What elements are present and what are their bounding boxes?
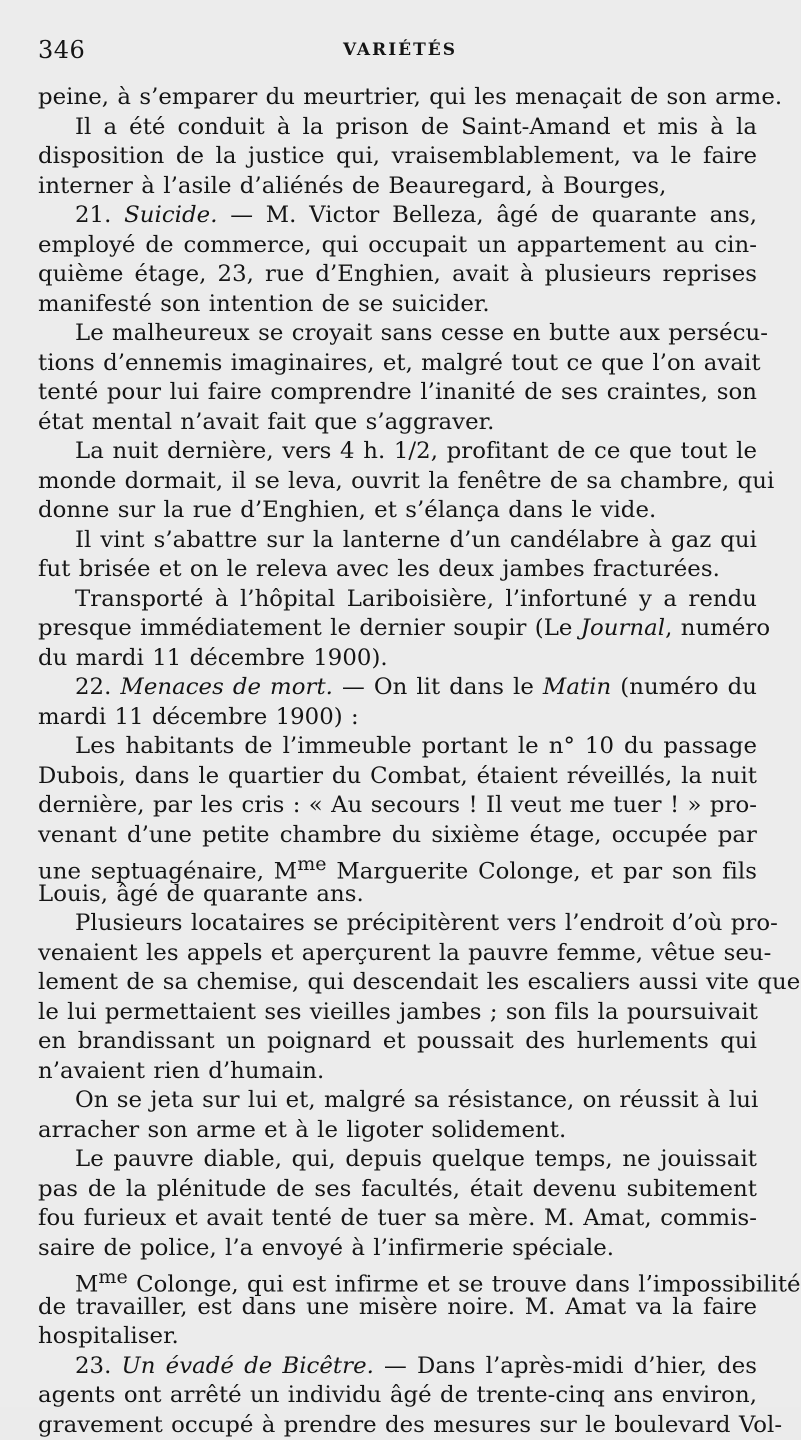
text-line: en brandissant un poignard et poussait des hurlements qui [38, 1027, 757, 1057]
text-line: Il vint s’abattre sur la lanterne d’un candélabre à gaz qui [38, 526, 757, 556]
text-line: arracher son arme et à le ligoter solidement. [38, 1116, 757, 1146]
text-line: tenté pour lui faire comprendre l’inanité de ses craintes, son [38, 378, 757, 408]
text-line: état mental n’avait fait que s’aggraver. [38, 408, 757, 438]
text-line: manifesté son intention de se suicider. [38, 290, 757, 320]
text-line: fou furieux et avait tenté de tuer sa mère. M. Amat, commis- [38, 1204, 757, 1234]
text-line: Le malheureux se croyait sans cesse en butte aux persécu- [38, 319, 757, 349]
text-line: saire de police, l’a envoyé à l’infirmerie spéciale. [38, 1234, 757, 1264]
text-line: donne sur la rue d’Enghien, et s’élança dans le vide. [38, 496, 757, 526]
text-line: monde dormait, il se leva, ouvrit la fenêtre de sa chambre, qui [38, 467, 757, 497]
text-line: mardi 11 décembre 1900) : [38, 703, 757, 733]
text-line: Louis, âgé de quarante ans. [38, 880, 757, 910]
text-line: interner à l’asile d’aliénés de Beauregard, à Bourges, [38, 172, 757, 202]
text-line: On se jeta sur lui et, malgré sa résistance, on réussit à lui [38, 1086, 757, 1116]
text-line: Il a été conduit à la prison de Saint-Amand et mis à la [38, 113, 757, 143]
text-line: quième étage, 23, rue d’Enghien, avait à plusieurs reprises [38, 260, 757, 290]
text-line: une septuagénaire, $M^{me}$ Marguerite Colonge, et par son fils [38, 850, 757, 880]
text-line: $M^{me}$ Colonge, qui est infirme et se trouve dans l’impossibilité [38, 1263, 757, 1293]
text-line: La nuit dernière, vers 4 h. 1/2, profitant de ce que tout le [38, 437, 757, 467]
text-line: peine, à s’emparer du meurtrier, qui les menaçait de son arme. [38, 83, 757, 113]
text-line: Plusieurs locataires se précipitèrent vers l’endroit d’où pro- [38, 909, 757, 939]
text-line: pas de la plénitude de ses facultés, était devenu subitement [38, 1175, 757, 1205]
text-line: lement de sa chemise, qui descendait les escaliers aussi vite que [38, 968, 757, 998]
page-header [38, 36, 762, 70]
text-line: 22. Menaces de mort. — On lit dans le Matin (numéro du [38, 673, 757, 703]
text-line: employé de commerce, qui occupait un appartement au cin- [38, 231, 757, 261]
page-number: 346 [38, 36, 85, 64]
text-line: dernière, par les cris : « Au secours ! Il veut me tuer ! » pro- [38, 791, 757, 821]
text-line: disposition de la justice qui, vraisemblablement, va le faire [38, 142, 757, 172]
text-line: Le pauvre diable, qui, depuis quelque temps, ne jouissait [38, 1145, 757, 1175]
text-line: Dubois, dans le quartier du Combat, étaient réveillés, la nuit [38, 762, 757, 792]
text-line: du mardi 11 décembre 1900). [38, 644, 757, 674]
body-text [38, 83, 757, 1440]
text-line: le lui permettaient ses vieilles jambes ; son fils la poursuivait [38, 998, 757, 1028]
text-line: presque immédiatement le dernier soupir (Le Journal, numéro [38, 614, 757, 644]
text-line: fut brisée et on le releva avec les deux jambes fracturées. [38, 555, 757, 585]
text-line: de travailler, est dans une misère noire. M. Amat va la faire [38, 1293, 757, 1323]
text-line: tions d’ennemis imaginaires, et, malgré tout ce que l’on avait [38, 349, 757, 379]
text-line: venaient les appels et aperçurent la pauvre femme, vêtue seu- [38, 939, 757, 969]
text-line: 23. Un évadé de Bicêtre. — Dans l’après-midi d’hier, des [38, 1352, 757, 1382]
text-line: 21. Suicide. — M. Victor Belleza, âgé de quarante ans, [38, 201, 757, 231]
text-line: gravement occupé à prendre des mesures sur le boulevard Vol- [38, 1411, 757, 1440]
text-line: Les habitants de l’immeuble portant le n° 10 du passage [38, 732, 757, 762]
text-line: hospitaliser. [38, 1322, 757, 1352]
text-line: Transporté à l’hôpital Lariboisière, l’infortuné y a rendu [38, 585, 757, 615]
text-line: n’avaient rien d’humain. [38, 1057, 757, 1087]
text-line: venant d’une petite chambre du sixième étage, occupée par [38, 821, 757, 851]
text-line: agents ont arrêté un individu âgé de trente-cinq ans environ, [38, 1381, 757, 1411]
running-title: VARIÉTÉS [38, 40, 762, 60]
